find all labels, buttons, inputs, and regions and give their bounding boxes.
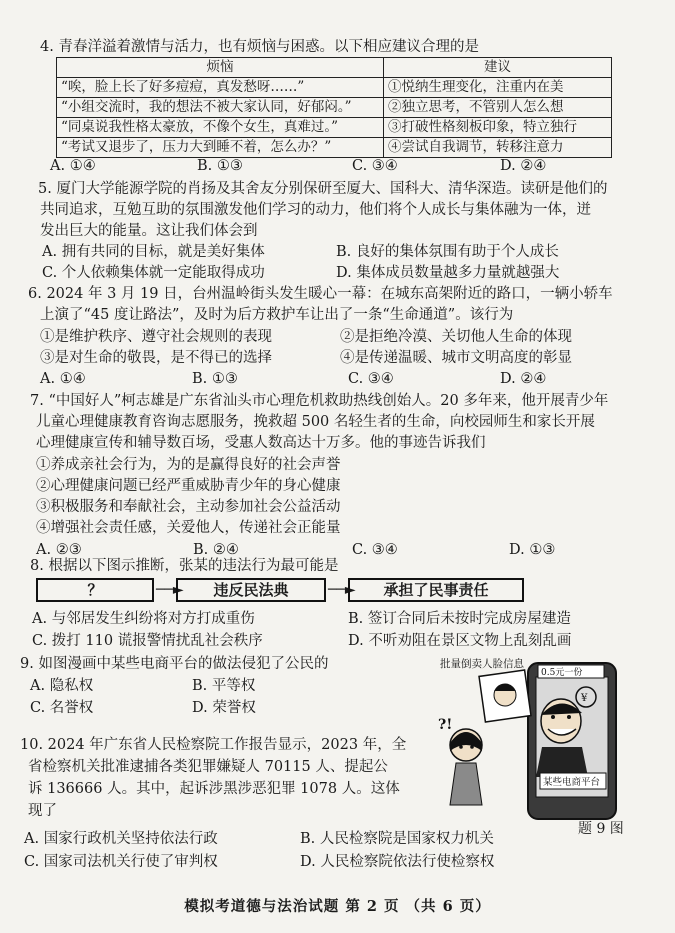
q10-line-4: 现了: [28, 803, 57, 819]
q4-option-d[interactable]: D. ②④: [500, 158, 547, 174]
q10-option-a[interactable]: A. 国家行政机关坚持依法行政: [24, 831, 218, 847]
cartoon-price-tag: 0.5元一份: [541, 668, 583, 678]
q7-line-3: 心理健康宣传和辅导数百场，受惠人数高达十万多。他的事迹告诉我们: [36, 435, 486, 451]
q6-item-4: ④是传递温暖、城市文明高度的彰显: [340, 350, 572, 366]
svg-text:?!: ?!: [438, 717, 453, 733]
q4-advice-3: ③打破性格刻板印象，特立独行: [384, 118, 612, 138]
q6-item-2: ②是拒绝冷漠、关切他人生命的体现: [340, 329, 572, 345]
q8-option-b[interactable]: B. 签订合同后未按时完成房屋建造: [348, 611, 571, 627]
q9-option-c[interactable]: C. 名誉权: [30, 700, 94, 716]
q4-option-a[interactable]: A. ①④: [50, 158, 96, 174]
cartoon-screen-label: 某些电商平台: [543, 777, 601, 788]
table-row: [57, 98, 612, 118]
q7-item-3: ③积极服务和奉献社会，主动参加社会公益活动: [36, 499, 341, 515]
flow-box-unknown: ？: [36, 578, 154, 602]
flow-box-liability: 承担了民事责任: [348, 578, 524, 602]
q6-item-3: ③是对生命的敬畏，是不得已的选择: [40, 350, 272, 366]
q7-option-c[interactable]: C. ③④: [352, 542, 398, 558]
q7-item-1: ①养成亲社会行为，为的是赢得良好的社会声誉: [36, 457, 341, 473]
q6-option-a[interactable]: A. ①④: [40, 371, 86, 387]
q8-option-a[interactable]: A. 与邻居发生纠纷将对方打成重伤: [32, 611, 255, 627]
q7-option-b[interactable]: B. ②④: [193, 542, 239, 558]
q5-line-3: 发出巨大的能量。这让我们体会到: [40, 223, 258, 239]
figure-caption: 题 9 图: [578, 821, 624, 837]
table-row: [57, 118, 612, 138]
q4-stem: 4. 青春洋溢着激情与活力，也有烦恼与困惑。以下相应建议合理的是: [40, 39, 479, 55]
q6-line-1: 6. 2024 年 3 月 19 日，台州温岭街头发生暖心一幕：在城东高架附近的路口，一辆小轿车: [28, 286, 613, 302]
q6-option-c[interactable]: C. ③④: [348, 371, 394, 387]
page-footer: 模拟考道德与法治试题 第 2 页 （共 6 页）: [184, 898, 491, 915]
q4-trouble-4: “考试又退步了，压力大到睡不着，怎么办？”: [57, 138, 384, 158]
q4-trouble-1: “唉，脸上长了好多痘痘，真发愁呀……”: [57, 78, 384, 98]
cartoon-illustration: [436, 655, 622, 823]
q5-option-b[interactable]: B. 良好的集体氛围有助于个人成长: [336, 244, 559, 260]
q6-line-2: 上演了“45 度让路法”，及时为后方救护车让出了一条“生命通道”。该行为: [40, 307, 514, 323]
q10-option-c[interactable]: C. 国家司法机关行使了审判权: [24, 854, 218, 870]
table-row: [57, 78, 612, 98]
q9-stem: 9. 如图漫画中某些电商平台的做法侵犯了公民的: [20, 656, 329, 672]
q4-option-c[interactable]: C. ③④: [352, 158, 398, 174]
q9-option-d[interactable]: D. 荣誉权: [192, 700, 256, 716]
q9-option-a[interactable]: A. 隐私权: [30, 678, 94, 694]
q8-stem: 8. 根据以下图示推断，张某的违法行为最可能是: [30, 558, 339, 574]
q8-option-c[interactable]: C. 拨打 110 谎报警情扰乱社会秩序: [32, 633, 263, 649]
svg-text:¥: ¥: [581, 693, 588, 704]
q4-trouble-2: “小组交流时，我的想法不被大家认同，好郁闷。”: [57, 98, 384, 118]
q4-advice-1: ①悦纳生理变化，注重内在美: [384, 78, 612, 98]
cartoon-top-label: 批量倒卖人脸信息: [440, 658, 524, 670]
q7-line-1: 7. “中国好人”柯志雄是广东省汕头市心理危机救助热线创始人。20 多年来，他开展青少年: [30, 393, 609, 409]
q5-line-1: 5. 厦门大学能源学院的肖扬及其舍友分别保研至厦大、国科大、清华深造。读研是他们的: [38, 181, 608, 197]
q4-advice-4: ④尝试自我调节，转移注意力: [384, 138, 612, 158]
q5-line-2: 共同追求，互勉互助的氛围激发他们学习的动力，他们将个人成长与集体融为一体，迸: [40, 202, 591, 218]
q6-option-d[interactable]: D. ②④: [500, 371, 547, 387]
flow-box-violation: 违反民法典: [176, 578, 326, 602]
q6-option-b[interactable]: B. ①③: [192, 371, 238, 387]
q7-item-4: ④增强社会责任感，关爱他人，传递社会正能量: [36, 520, 341, 536]
q6-item-1: ①是维护秩序、遵守社会规则的表现: [40, 329, 272, 345]
q5-option-c[interactable]: C. 个人依赖集体就一定能取得成功: [42, 265, 265, 281]
q10-line-1: 10. 2024 年广东省人民检察院工作报告显示，2023 年，全: [20, 737, 407, 753]
q7-option-a[interactable]: A. ②③: [36, 542, 82, 558]
q4-table: [56, 57, 612, 158]
arrow-right-icon: ──►: [156, 582, 184, 598]
q4-option-b[interactable]: B. ①③: [197, 158, 243, 174]
q8-option-d[interactable]: D. 不听劝阻在景区文物上乱刻乱画: [348, 633, 572, 649]
table-row: [57, 138, 612, 158]
q4-header-trouble: 烦恼: [57, 58, 384, 78]
q4-header-advice: 建议: [384, 58, 612, 78]
q7-option-d[interactable]: D. ①③: [509, 542, 556, 558]
q7-item-2: ②心理健康问题已经严重威胁青少年的身心健康: [36, 478, 341, 494]
q4-advice-2: ②独立思考，不管别人怎么想: [384, 98, 612, 118]
q4-trouble-3: “同桌说我性格太豪放，不像个女生，真难过。”: [57, 118, 384, 138]
q9-option-b[interactable]: B. 平等权: [192, 678, 256, 694]
q10-option-d[interactable]: D. 人民检察院依法行使检察权: [300, 854, 495, 870]
q10-option-b[interactable]: B. 人民检察院是国家权力机关: [300, 831, 494, 847]
q7-line-2: 儿童心理健康教育咨询志愿服务，挽救超 500 名轻生者的生命，向校园师生和家长开展: [36, 414, 595, 430]
q10-line-3: 诉 136666 人。其中，起诉涉黑涉恶犯罪 1078 人。这体: [28, 781, 400, 797]
q5-option-a[interactable]: A. 拥有共同的目标，就是美好集体: [42, 244, 265, 260]
arrow-right-icon: ──►: [328, 582, 356, 598]
q5-option-d[interactable]: D. 集体成员数量越多力量就越强大: [336, 265, 560, 281]
q10-line-2: 省检察机关批准逮捕各类犯罪嫌疑人 70115 人、提起公: [28, 759, 388, 775]
